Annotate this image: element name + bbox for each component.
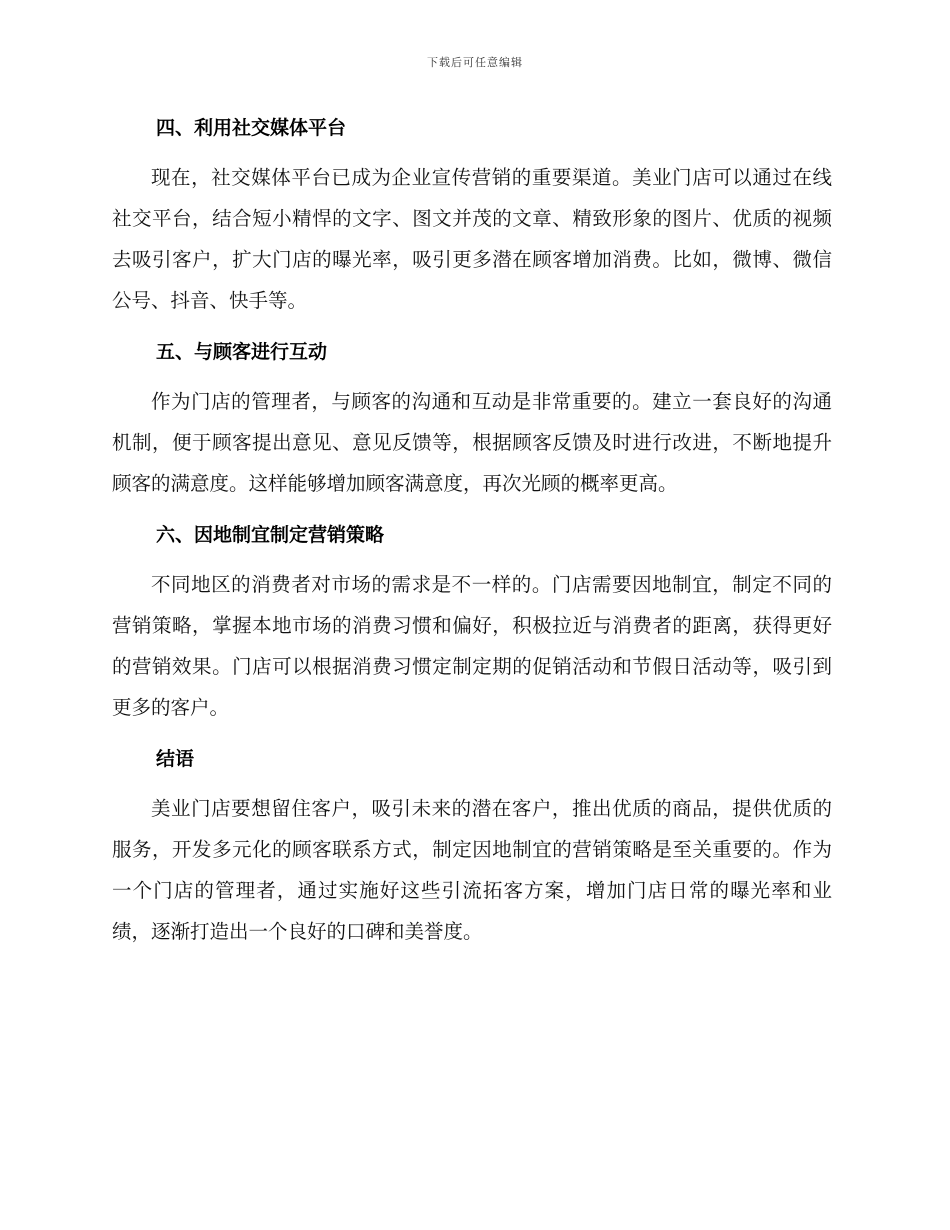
section-social-media — [112, 108, 832, 321]
section-paragraph: 美业门店要想留住客户，吸引未来的潜在客户，推出优质的商品，提供优质的服务，开发多元化的顾客联系方式，制定因地制宜的营销策略是至关重要的。作为一个门店的管理者，通过实施好这些引流拓客方案，增加门店日常的曝光率和业绩，逐渐打造出一个良好的口碑和美誉度。 — [112, 797, 832, 943]
section-paragraph: 现在，社交媒体平台已成为企业宣传营销的重要渠道。美业门店可以通过在线社交平台，结合短小精悍的文字、图文并茂的文章、精致形象的图片、优质的视频去吸引客户，扩大门店的曝光率，吸引更多潜在顾客增加消费。比如，微博、微信公号、抖音、快手等。 — [112, 166, 832, 312]
section-paragraph: 作为门店的管理者，与顾客的沟通和互动是非常重要的。建立一套良好的沟通机制，便于顾客提出意见、意见反馈等，根据顾客反馈及时进行改进，不断地提升顾客的满意度。这样能够增加顾客满意度，再次光顾的概率更高。 — [112, 390, 832, 495]
section-heading: 四、利用社交媒体平台 — [156, 117, 347, 139]
section-conclusion — [112, 739, 832, 952]
section-heading: 六、因地制宜制定营销策略 — [156, 524, 385, 546]
section-local-strategy — [112, 515, 832, 728]
section-heading: 结语 — [156, 748, 195, 770]
section-heading: 五、与顾客进行互动 — [156, 341, 328, 363]
section-paragraph: 不同地区的消费者对市场的需求是不一样的。门店需要因地制宜，制定不同的营销策略，掌握本地市场的消费习惯和偏好，积极拉近与消费者的距离，获得更好的营销效果。门店可以根据消费习惯定制定期的促销活动和节假日活动等，吸引到更多的客户。 — [112, 573, 832, 719]
section-customer-interaction — [112, 332, 832, 504]
header-note: 下载后可任意编辑 — [427, 56, 523, 69]
document-body — [112, 108, 832, 963]
